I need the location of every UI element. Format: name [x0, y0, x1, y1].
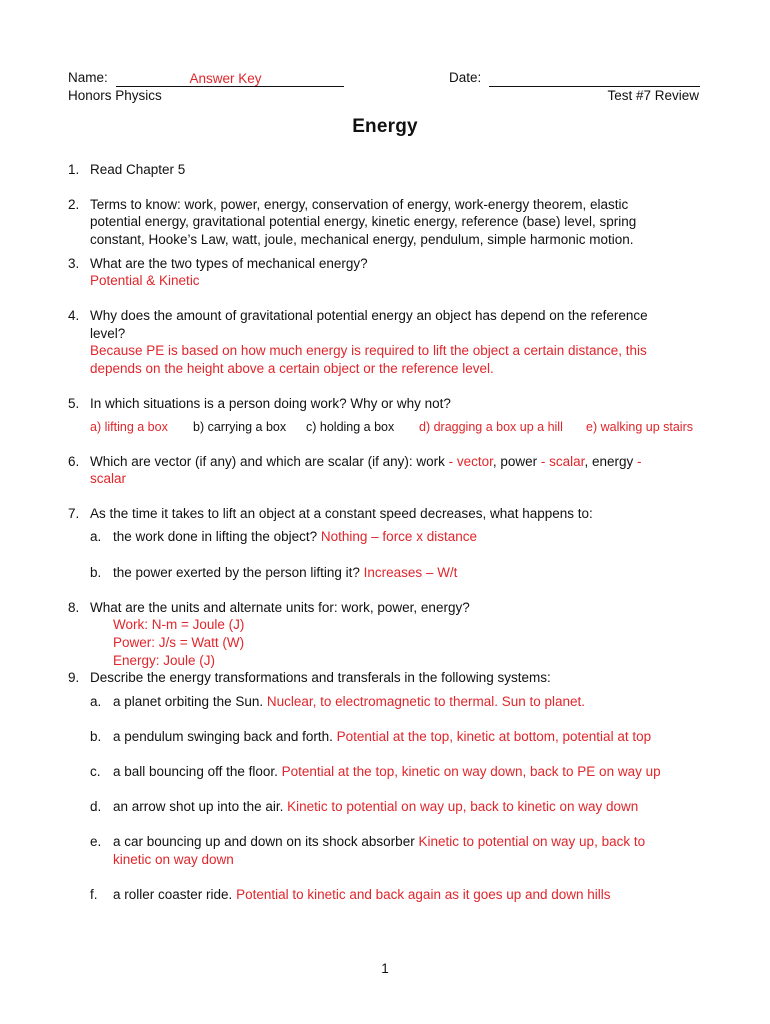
date-line	[489, 71, 700, 87]
q9-d	[113, 798, 638, 816]
q9-c-answer: Potential at the top, kinetic on way down, back to PE on way up	[281, 764, 661, 779]
q9-text: Describe the energy transformations and transferals in the following systems:	[90, 670, 551, 685]
q6-answer-energy-dash: -	[636, 454, 642, 469]
q5-text: In which situations is a person doing work? Why or why not?	[90, 396, 451, 411]
course-name: Honors Physics	[68, 88, 162, 103]
q5-number: 5.	[68, 396, 80, 411]
q9-number: 9.	[68, 670, 80, 685]
q9-f-letter: f.	[90, 887, 98, 902]
q9-b-answer: Potential at the top, kinetic at bottom, potential at top	[336, 729, 652, 744]
q8-text: What are the units and alternate units for: work, power, energy?	[90, 600, 470, 615]
q8-answer-energy: Energy: Joule (J)	[113, 653, 216, 668]
q9-c	[113, 763, 661, 781]
q5-option-b: b) carrying a box	[193, 420, 287, 434]
q9-f-answer: Potential to kinetic and back again as it goes up and down hills	[236, 887, 611, 902]
q9-d-answer: Kinetic to potential on way up, back to kinetic on way down	[287, 799, 639, 814]
q5-option-e: e) walking up stairs	[586, 420, 693, 434]
q6-answer-power: - scalar	[540, 454, 585, 469]
q8-number: 8.	[68, 600, 80, 615]
q9-f	[113, 886, 611, 904]
q7-a-text: the work done in lifting the object?	[113, 529, 321, 544]
name-label: Name:	[68, 70, 108, 85]
q2-line-1: Terms to know: work, power, energy, conservation of energy, work-energy theorem, elastic	[90, 197, 629, 212]
q9-c-text: a ball bouncing off the floor.	[113, 764, 282, 779]
q7-b-letter: b.	[90, 565, 102, 580]
q9-e	[113, 833, 645, 851]
q9-b-letter: b.	[90, 729, 102, 744]
name-line	[116, 71, 344, 87]
page-number: 1	[381, 961, 389, 976]
q6-text-c: , energy	[584, 454, 637, 469]
q1-text: Read Chapter 5	[90, 162, 186, 177]
name-value: Answer Key	[189, 71, 262, 86]
q7-b	[113, 564, 457, 582]
q3-number: 3.	[68, 256, 80, 271]
name-field	[68, 69, 344, 87]
q6-answer-energy: scalar	[90, 471, 127, 486]
q7-text: As the time it takes to lift an object at a constant speed decreases, what happens to:	[90, 506, 593, 521]
q5-option-d: d) dragging a box up a hill	[419, 420, 563, 434]
q9-a-answer: Nuclear, to electromagnetic to thermal. Sun to planet.	[266, 694, 586, 709]
q7-a	[113, 528, 477, 546]
q4-line-2: level?	[90, 326, 126, 341]
q1-number: 1.	[68, 162, 80, 177]
q6-line-1	[90, 453, 641, 471]
q7-a-answer: Nothing – force x distance	[320, 529, 477, 544]
q6-text-a: Which are vector (if any) and which are scalar (if any): work	[90, 454, 449, 469]
q9-e-text: a car bouncing up and down on its shock absorber	[113, 834, 419, 849]
q9-e-answer: Kinetic to potential on way up, back to	[418, 834, 646, 849]
q9-e-answer-line-2: kinetic on way down	[113, 852, 234, 867]
q2-number: 2.	[68, 197, 80, 212]
q9-a-text: a planet orbiting the Sun.	[113, 694, 267, 709]
q7-b-text: the power exerted by the person lifting it?	[113, 565, 364, 580]
q9-b	[113, 728, 651, 746]
q6-number: 6.	[68, 454, 80, 469]
q4-answer-line-1: Because PE is based on how much energy is required to lift the object a certain distance, this	[90, 343, 647, 358]
q5-option-c: c) holding a box	[306, 420, 395, 434]
q3-answer: Potential & Kinetic	[90, 273, 200, 288]
page-title: Energy	[352, 116, 418, 137]
q4-line-1: Why does the amount of gravitational potential energy an object has depend on the reference	[90, 308, 648, 323]
q7-number: 7.	[68, 506, 80, 521]
q2-line-2: potential energy, gravitational potential energy, kinetic energy, reference (base) level, spring	[90, 214, 637, 229]
q4-number: 4.	[68, 308, 80, 323]
date-label: Date:	[449, 70, 482, 85]
q5-option-a: a) lifting a box	[90, 420, 168, 434]
q3-text: What are the two types of mechanical energy?	[90, 256, 368, 271]
q9-f-text: a roller coaster ride.	[113, 887, 237, 902]
q9-d-text: an arrow shot up into the air.	[113, 799, 288, 814]
q6-answer-work: - vector	[448, 454, 493, 469]
date-field	[449, 69, 700, 87]
q9-a	[113, 693, 585, 711]
q9-d-letter: d.	[90, 799, 102, 814]
q9-e-letter: e.	[90, 834, 102, 849]
test-name: Test #7 Review	[607, 88, 699, 103]
q9-b-text: a pendulum swinging back and forth.	[113, 729, 337, 744]
q9-a-letter: a.	[90, 694, 102, 709]
q7-a-letter: a.	[90, 529, 102, 544]
q8-answer-work: Work: N-m = Joule (J)	[113, 617, 245, 632]
q8-answer-power: Power: J/s = Watt (W)	[113, 635, 245, 650]
q2-line-3: constant, Hooke’s Law, watt, joule, mechanical energy, pendulum, simple harmonic motion.	[90, 232, 634, 247]
q7-b-answer: Increases – W/t	[363, 565, 458, 580]
q6-text-b: , power	[492, 454, 541, 469]
q9-c-letter: c.	[90, 764, 101, 779]
q4-answer-line-2: depends on the height above a certain object or the reference level.	[90, 361, 494, 376]
